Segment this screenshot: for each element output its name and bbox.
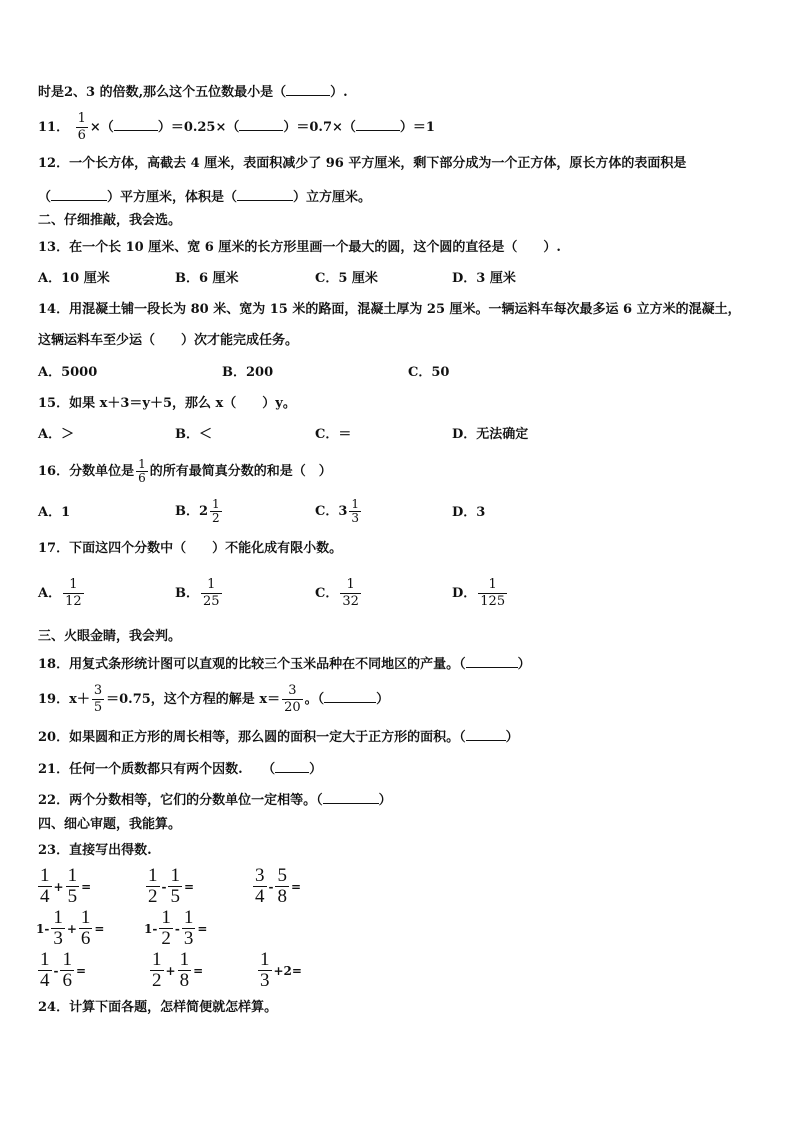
answer-blank[interactable] xyxy=(237,188,293,201)
fraction-1-6 xyxy=(79,908,93,949)
q12-text: ）平方厘米，体积是（ xyxy=(107,190,238,205)
plus-two-equals: +2= xyxy=(273,963,302,978)
question-15 xyxy=(38,396,296,412)
calc-item xyxy=(148,950,203,991)
denominator: 2 xyxy=(152,970,162,991)
option-b[interactable] xyxy=(175,498,224,525)
option-d[interactable]: D．无法确定 xyxy=(452,427,529,442)
denominator: 2 xyxy=(148,886,158,907)
option-b[interactable]: B．＜ xyxy=(175,427,212,442)
denominator: 6 xyxy=(62,970,72,991)
calc-item xyxy=(144,908,207,949)
section-2-heading xyxy=(38,213,181,229)
fraction-1-6 xyxy=(76,111,88,144)
q11-text: ）＝0.7×（ xyxy=(283,120,356,135)
option-c-label: C． xyxy=(315,586,339,601)
numerator: 1 xyxy=(351,497,360,511)
denominator: 3 xyxy=(351,511,360,525)
denominator: 3 xyxy=(183,928,194,949)
calc-item xyxy=(36,866,91,907)
fraction-1-8 xyxy=(178,950,192,991)
numerator: 1 xyxy=(40,865,50,886)
denominator: 6 xyxy=(138,471,146,485)
fraction-5-8 xyxy=(275,866,289,907)
numerator: 1 xyxy=(152,949,162,970)
q11-text: ）＝1 xyxy=(399,120,435,135)
q12-text: 12．一个长方体，高截去 4 厘米，表面积减少了 96 平方厘米，剩下部分成为一个正方体，原长方体的表面积是 xyxy=(38,156,687,171)
q19-text: 19．x＋ xyxy=(38,692,90,707)
calc-item xyxy=(36,908,104,949)
q21-text-end: ） xyxy=(309,762,323,777)
option-c[interactable]: C．＝ xyxy=(315,427,352,442)
answer-blank[interactable] xyxy=(51,188,107,201)
q19-text-end: ） xyxy=(376,692,390,707)
equals-sign: = xyxy=(75,963,87,978)
q22-text-end: ） xyxy=(378,793,392,808)
equals-sign: = xyxy=(290,879,302,894)
numerator: 1 xyxy=(62,949,72,970)
fraction-1-3 xyxy=(182,908,196,949)
denominator: 20 xyxy=(284,700,301,715)
denominator: 2 xyxy=(212,511,220,525)
fraction-3-20 xyxy=(282,683,303,716)
fraction-1-5 xyxy=(66,866,80,907)
fraction-1-125 xyxy=(478,577,507,610)
option-b[interactable] xyxy=(175,577,224,610)
section-3-heading xyxy=(38,629,181,645)
q14-text: 14．用混凝土铺一段长为 80 米、宽为 15 米的路面，混凝土厚为 25 厘米。一辆运料车每次最多运 6 立方米的混凝土， xyxy=(38,302,741,317)
fraction-1-2 xyxy=(159,908,173,949)
denominator: 3 xyxy=(53,928,63,949)
denominator: 25 xyxy=(203,594,220,609)
numerator: 1 xyxy=(40,949,50,970)
fraction-1-6 xyxy=(60,950,74,991)
q19-text: ＝0.75，这个方程的解是 x＝ xyxy=(106,692,281,707)
numerator: 1 xyxy=(161,907,171,928)
numerator: 5 xyxy=(277,865,287,886)
q22-text: 22．两个分数相等，它们的分数单位一定相等。（ xyxy=(38,793,323,808)
equals-sign: = xyxy=(94,921,105,936)
q20-text-end: ） xyxy=(505,730,519,745)
answer-blank[interactable] xyxy=(466,728,506,741)
denominator: 8 xyxy=(277,886,287,907)
option-a-label: A． xyxy=(38,586,62,601)
numerator: 1 xyxy=(53,907,63,928)
option-d[interactable]: D．3 厘米 xyxy=(452,271,516,286)
calc-item xyxy=(36,950,86,991)
q13-text: 13．在一个长 10 厘米、宽 6 厘米的长方形里画一个最大的圆，这个圆的直径是（ ）. xyxy=(38,240,561,255)
numerator: 1 xyxy=(478,577,507,594)
fraction-1-25 xyxy=(201,577,222,610)
numerator: 1 xyxy=(170,865,180,886)
option-c-label: C．3 xyxy=(315,504,348,519)
question-22 xyxy=(38,791,392,809)
denominator: 32 xyxy=(342,594,359,609)
q12-text: ）立方厘米。 xyxy=(293,190,372,205)
answer-blank[interactable] xyxy=(286,83,330,96)
question-13 xyxy=(38,240,561,256)
numerator: 1 xyxy=(201,577,222,594)
question-24 xyxy=(38,1000,277,1016)
option-a[interactable]: A．10 厘米 xyxy=(38,271,110,286)
calc-item xyxy=(251,866,301,907)
denominator: 125 xyxy=(480,594,506,609)
section-title: 四、细心审题，我能算。 xyxy=(38,817,182,832)
denominator: 6 xyxy=(77,128,86,143)
section-title: 二、仔细推敲，我会选。 xyxy=(38,213,182,228)
one-minus: 1- xyxy=(144,921,158,936)
text-line-q10-end xyxy=(38,83,348,101)
fraction-1-4 xyxy=(38,950,52,991)
option-c[interactable]: C．5 厘米 xyxy=(315,271,378,286)
answer-blank[interactable] xyxy=(466,655,518,668)
fraction-1-2 xyxy=(210,498,222,525)
q24-text: 24．计算下面各题，怎样简便就怎样算。 xyxy=(38,1000,278,1015)
numerator: 3 xyxy=(255,865,265,886)
question-18 xyxy=(38,655,531,673)
fraction-1-4 xyxy=(38,866,52,907)
one-minus: 1- xyxy=(36,921,50,936)
q16-text: 的所有最简真分数的和是（ ） xyxy=(149,464,332,479)
option-b[interactable]: B．200 xyxy=(222,365,274,380)
section-4-heading xyxy=(38,817,181,833)
q14-text: 这辆运料车至少运（ ）次才能完成任务。 xyxy=(38,333,299,348)
denominator: 8 xyxy=(179,970,190,991)
numerator: 1 xyxy=(212,497,220,511)
numerator: 1 xyxy=(77,111,86,126)
q11-text: ×（ xyxy=(89,120,114,135)
fraction-1-3 xyxy=(51,908,65,949)
denominator: 2 xyxy=(161,928,171,949)
q12-text: （ xyxy=(38,190,52,205)
option-c[interactable] xyxy=(315,498,363,525)
numerator: 1 xyxy=(260,949,270,970)
q11-text: ）＝0.25×（ xyxy=(157,120,240,135)
denominator: 3 xyxy=(260,970,270,991)
q21-text: 21．任何一个质数都只有两个因数. （ xyxy=(38,762,276,777)
minus-sign: - xyxy=(268,879,274,894)
fraction-1-3 xyxy=(258,950,272,991)
denominator: 12 xyxy=(65,594,82,609)
equals-sign: = xyxy=(197,921,208,936)
numerator: 1 xyxy=(179,949,190,970)
plus-sign: + xyxy=(66,921,77,936)
option-c[interactable]: C．50 xyxy=(408,365,450,380)
option-a[interactable]: A．1 xyxy=(38,505,71,520)
q23-text: 23．直接写出得数. xyxy=(38,843,152,858)
equals-sign: = xyxy=(183,879,195,894)
question-16 xyxy=(38,458,332,485)
question-12-line2 xyxy=(38,188,371,206)
question-20 xyxy=(38,728,519,746)
option-a[interactable]: A．5000 xyxy=(38,365,98,380)
numerator: 1 xyxy=(138,457,146,471)
fraction-1-2 xyxy=(150,950,164,991)
q20-text: 20．如果圆和正方形的周长相等，那么圆的面积一定大于正方形的面积。（ xyxy=(38,730,466,745)
option-a[interactable] xyxy=(38,577,86,610)
equals-sign: = xyxy=(193,963,204,978)
question-12-line1 xyxy=(38,156,686,172)
option-a[interactable]: A．＞ xyxy=(38,427,75,442)
question-21 xyxy=(38,760,322,778)
numerator: 3 xyxy=(282,683,303,700)
q15-text: 15．如果 x＋3＝y＋5，那么 x（ ）y。 xyxy=(38,396,296,411)
calc-item xyxy=(256,950,302,991)
fraction-1-32 xyxy=(340,577,361,610)
question-11 xyxy=(38,111,435,144)
answer-blank[interactable] xyxy=(323,791,379,804)
q19-text: 。（ xyxy=(304,692,325,707)
option-d-label: D． xyxy=(452,586,477,601)
q17-text: 17．下面这四个分数中（ ）不能化成有限小数。 xyxy=(38,541,343,556)
denominator: 6 xyxy=(80,928,91,949)
denominator: 5 xyxy=(93,700,103,715)
option-b-label: B． xyxy=(175,586,199,601)
denominator: 5 xyxy=(67,886,78,907)
question-14-line2 xyxy=(38,333,298,349)
numerator: 1 xyxy=(80,907,91,928)
answer-blank[interactable] xyxy=(114,118,158,131)
option-b[interactable]: B．6 厘米 xyxy=(175,271,239,286)
calc-item xyxy=(144,866,194,907)
q18-text: 18．用复式条形统计图可以直观的比较三个玉米品种在不同地区的产量。（ xyxy=(38,657,466,672)
fraction-1-3 xyxy=(349,498,361,525)
fraction-1-6 xyxy=(136,458,148,485)
q18-text-end: ） xyxy=(517,657,531,672)
answer-blank[interactable] xyxy=(275,760,309,773)
minus-sign: - xyxy=(174,921,180,936)
minus-sign: - xyxy=(53,963,59,978)
denominator: 4 xyxy=(40,970,50,991)
denominator: 4 xyxy=(40,886,50,907)
q10-text: 时是2、3 的倍数,那么这个五位数最小是（ xyxy=(38,85,287,100)
minus-sign: - xyxy=(161,879,167,894)
option-b-label: B．2 xyxy=(175,504,209,519)
answer-blank[interactable] xyxy=(239,118,283,131)
question-23 xyxy=(38,843,152,859)
answer-blank[interactable] xyxy=(324,690,376,703)
fraction-3-4 xyxy=(253,866,267,907)
answer-blank[interactable] xyxy=(356,118,400,131)
option-d[interactable]: D．3 xyxy=(452,505,486,520)
q16-text: 16．分数单位是 xyxy=(38,464,135,479)
numerator: 1 xyxy=(183,907,194,928)
fraction-1-5 xyxy=(168,866,182,907)
numerator: 1 xyxy=(340,577,361,594)
option-d[interactable] xyxy=(452,577,509,610)
question-19 xyxy=(38,683,389,716)
numerator: 1 xyxy=(67,865,78,886)
plus-sign: + xyxy=(53,879,64,894)
question-14-line1 xyxy=(38,302,741,318)
option-c[interactable] xyxy=(315,577,363,610)
q10-text-end: ）. xyxy=(330,85,348,100)
section-title: 三、火眼金睛，我会判。 xyxy=(38,629,182,644)
fraction-3-5 xyxy=(92,683,104,716)
numerator: 1 xyxy=(148,865,158,886)
denominator: 4 xyxy=(255,886,265,907)
question-number: 11． xyxy=(38,120,70,135)
fraction-1-2 xyxy=(146,866,160,907)
plus-sign: + xyxy=(165,963,176,978)
numerator: 1 xyxy=(63,577,84,594)
equals-sign: = xyxy=(81,879,92,894)
fraction-1-12 xyxy=(63,577,84,610)
numerator: 3 xyxy=(93,683,103,698)
denominator: 5 xyxy=(170,886,180,907)
question-17 xyxy=(38,541,342,557)
